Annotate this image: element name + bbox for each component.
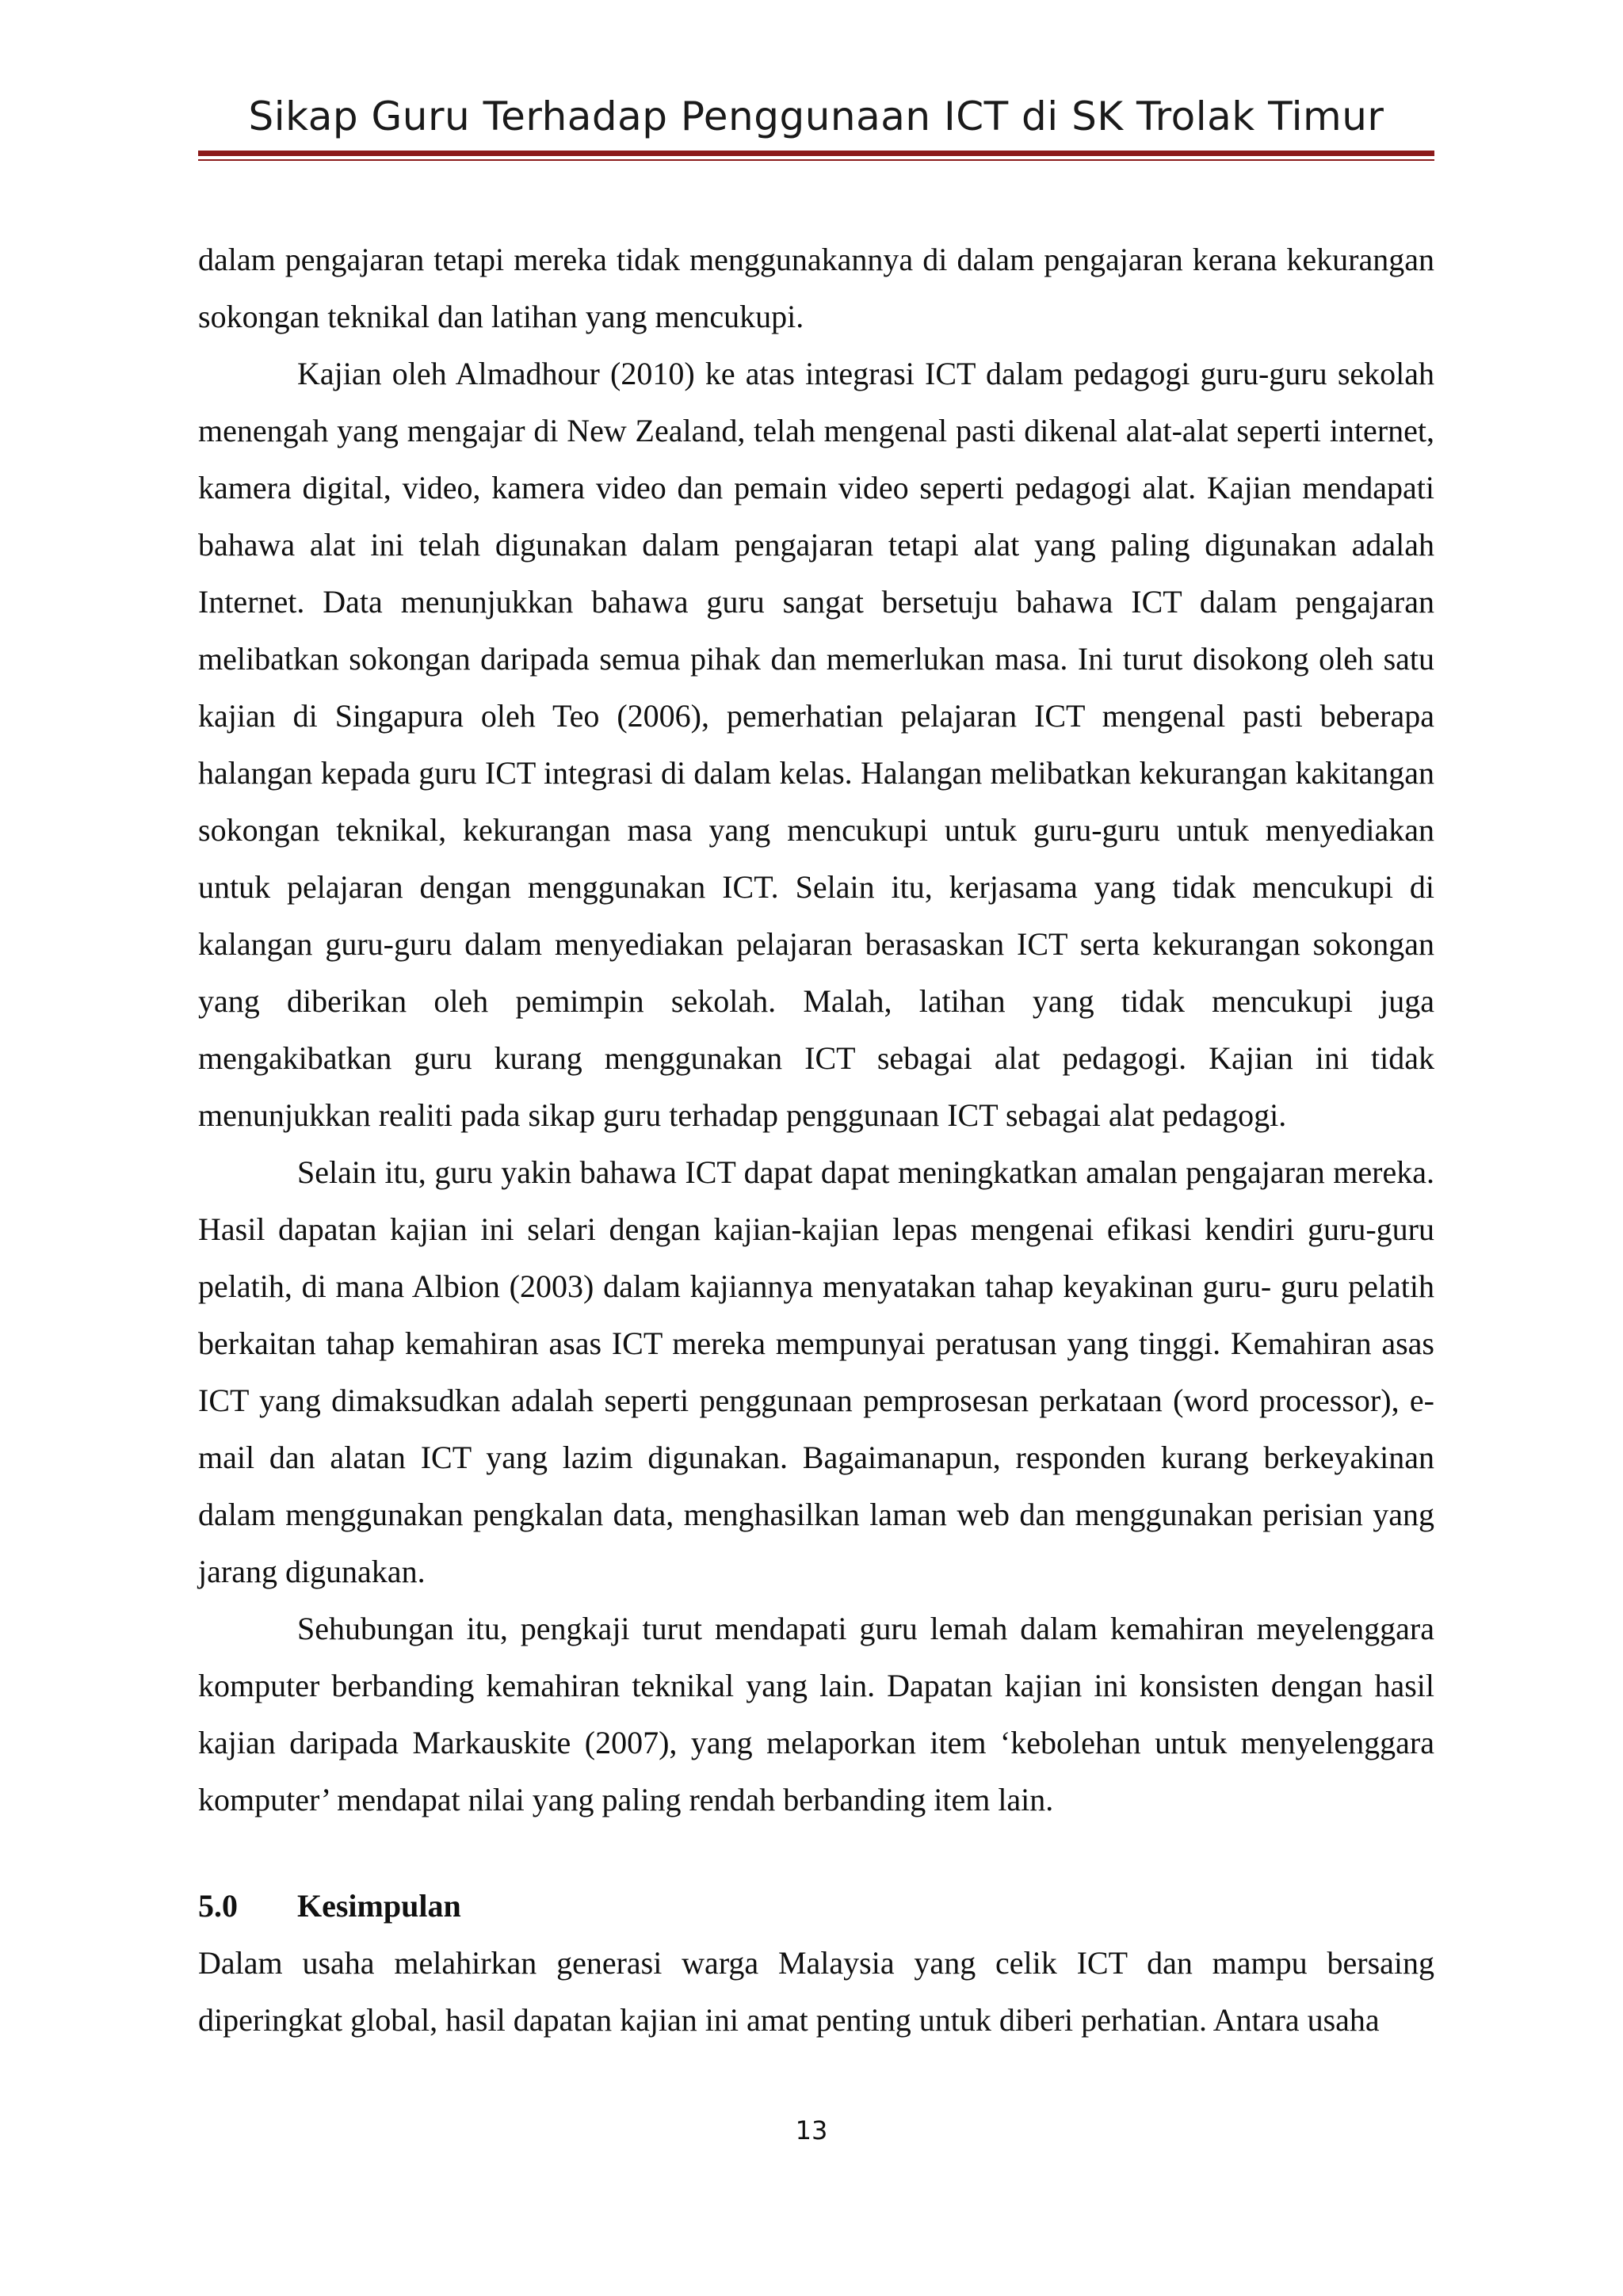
paragraph-albion: Selain itu, guru yakin bahawa ICT dapat dapat meningkatkan amalan pengajaran mereka. Hasil dapatan kajian ini selari dengan kajian-kajian lepas mengenai efikasi kendiri guru-guru pelatih, di mana Albion (2003) dalam kajiannya menyatakan tahap keyakinan guru- guru pelatih berkaitan tahap kemahiran asas ICT mereka mempunyai peratusan yang tinggi. Kemahiran asas ICT yang dimaksudkan adalah seperti penggunaan pemprosesan perkataan (word processor), e-mail dan alatan ICT yang lazim digunakan. Bagaimanapun, responden kurang berkeyakinan dalam menggunakan pengkalan data, menghasilkan laman web dan menggunakan perisian yang jarang digunakan.	[198, 1154, 1434, 1589]
section-number: 5.0	[198, 1888, 238, 1924]
paragraph-markauskite: Sehubungan itu, pengkaji turut mendapati guru lemah dalam kemahiran meyelenggara komputer berbanding kemahiran teknikal yang lain. Dapatan kajian ini konsisten dengan hasil kajian daripada Markauskite (2007), yang melaporkan item ‘kebolehan untuk menyelenggara komputer’ mendapat nilai yang paling rendah berbanding item lain.	[198, 1611, 1434, 1817]
page-number: 13	[795, 2115, 828, 2145]
paragraph-conclusion: Dalam usaha melahirkan generasi warga Malaysia yang celik ICT dan mampu bersaing diperingkat global, hasil dapatan kajian ini amat penting untuk diberi perhatian. Antara usaha	[198, 1945, 1434, 2038]
section-heading	[198, 1878, 1434, 1935]
body-text	[198, 231, 1434, 2049]
header-rule-thin	[198, 159, 1434, 161]
paragraph-continued: dalam pengajaran tetapi mereka tidak menggunakannya di dalam pengajaran kerana kekurangan sokongan teknikal dan latihan yang mencukupi.	[198, 242, 1434, 334]
running-header-title: Sikap Guru Terhadap Penggunaan ICT di SK Trolak Timur	[248, 93, 1384, 139]
header-rule-thick	[198, 151, 1434, 156]
section-title: Kesimpulan	[297, 1888, 461, 1924]
paragraph-almadhour: Kajian oleh Almadhour (2010) ke atas integrasi ICT dalam pedagogi guru-guru sekolah menengah yang mengajar di New Zealand, telah mengenal pasti dikenal alat-alat seperti internet, kamera digital, video, kamera video dan pemain video seperti pedagogi alat. Kajian mendapati bahawa alat ini telah digunakan dalam pengajaran tetapi alat yang paling digunakan adalah Internet. Data menunjukkan bahawa guru sangat bersetuju bahawa ICT dalam pengajaran melibatkan sokongan daripada semua pihak dan memerlukan masa. Ini turut disokong oleh satu kajian di Singapura oleh Teo (2006), pemerhatian pelajaran ICT mengenal pasti beberapa halangan kepada guru ICT integrasi di dalam kelas. Halangan melibatkan kekurangan kakitangan sokongan teknikal, kekurangan masa yang mencukupi untuk guru-guru untuk menyediakan untuk pelajaran dengan menggunakan ICT. Selain itu, kerjasama yang tidak mencukupi di kalangan guru-guru dalam menyediakan pelajaran berasaskan ICT serta kekurangan sokongan yang diberikan oleh pemimpin sekolah. Malah, latihan yang tidak mencukupi juga mengakibatkan guru kurang menggunakan ICT sebagai alat pedagogi. Kajian ini tidak menunjukkan realiti pada sikap guru terhadap penggunaan ICT sebagai alat pedagogi.	[198, 356, 1434, 1133]
